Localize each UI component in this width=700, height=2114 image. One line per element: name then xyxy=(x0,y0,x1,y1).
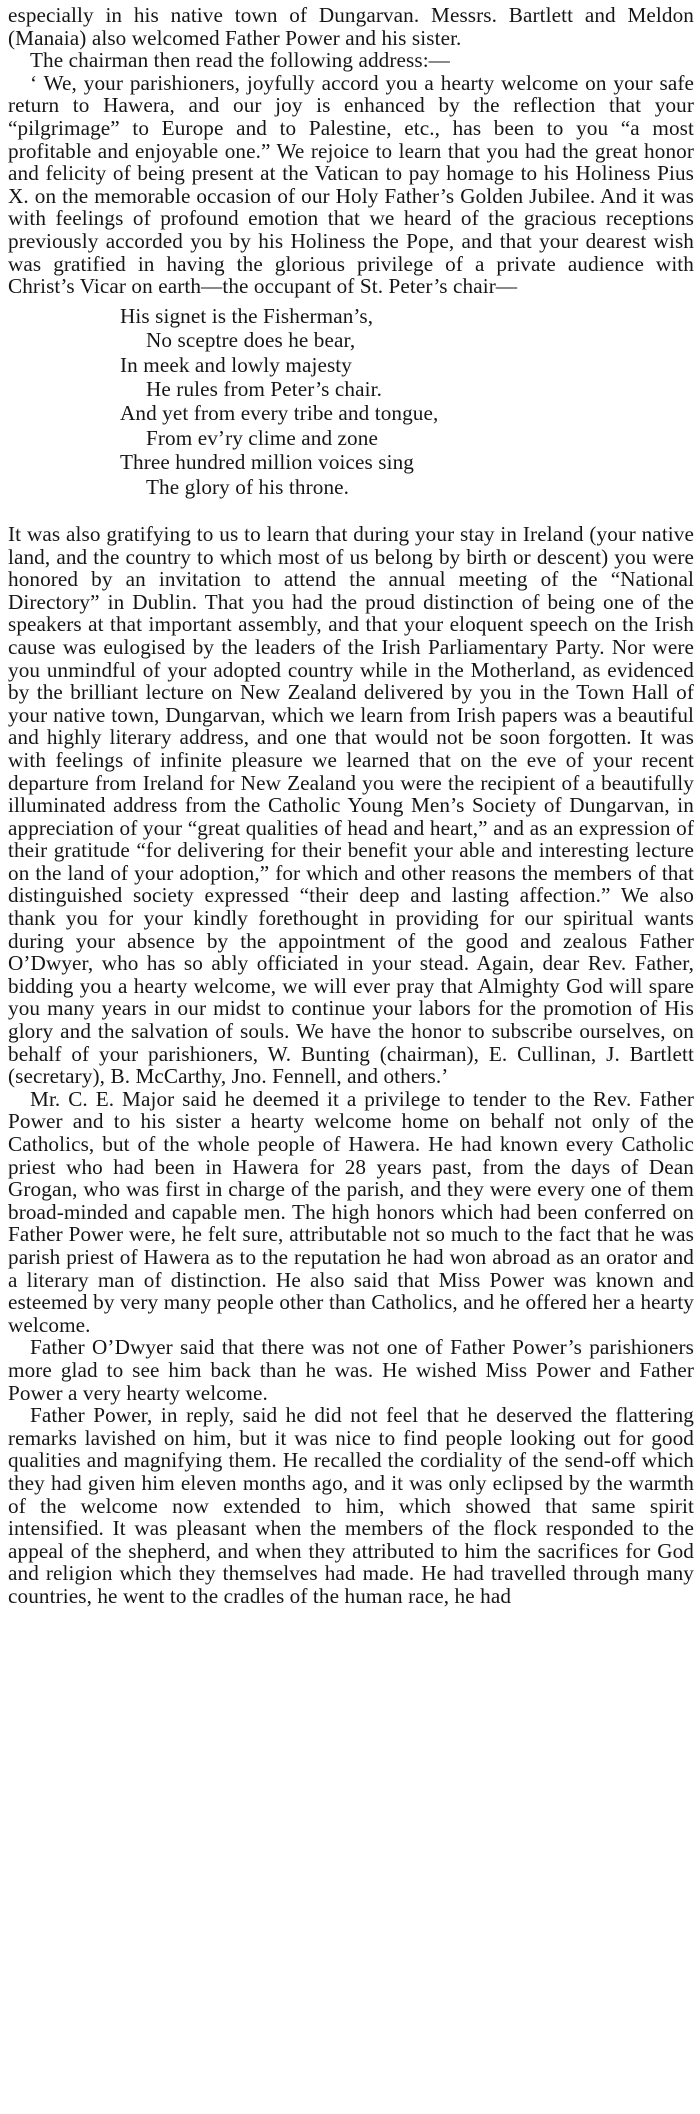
address-paragraph-2: It was also gratifying to us to learn that during your stay in Ireland (your native land, and the country to which most of us belong by birth or descent) you were honored by an invitation to attend the annual meeting of the “National Directory” in Dublin. That you had the proud distinction of being one of the speakers at that important assembly, and that your eloquent speech on the Irish cause was eulogised by the leaders of the Irish Parliamentary Party. Nor were you unmindful of your adopted country while in the Motherland, as evidenced by the brilliant lecture on New Zealand delivered by you in the Town Hall of your native town, Dungarvan, which we learn from Irish papers was a beautiful and highly literary address, and one that would not be soon forgotten. It was with feelings of infinite pleasure we learned that on the eve of your recent departure from Ireland for New Zealand you were the recipient of a beautifully illuminated address from the Catholic Young Men’s Society of Dungarvan, in appreciation of your “great qualities of head and heart,” and as an expression of their gratitude “for delivering for their benefit your able and interesting lecture on the land of your adoption,” for which and other reasons the members of that distinguished society expressed “their deep and lasting affection.” We also thank you for your kindly forethought in providing for our spiritual wants during your absence by the appointment of the good and zealous Father O’Dwyer, who has so ably officiated in your stead. Again, dear Rev. Father, bidding you a hearty welcome, we will ever pray that Almighty God will spare you many years in our midst to continue your labors for the promotion of His glory and the salvation of souls. We have the honor to subscribe ourselves, on behalf of your parishioners, W. Bunting (chairman), E. Cullinan, J. Bartlett (secretary), B. McCarthy, Jno. Fennell, and others.’ xyxy=(8,521,694,1089)
poem-line: He rules from Peter’s chair. xyxy=(146,376,382,401)
poem-line: Three hundred million voices sing xyxy=(120,450,414,475)
poem-line: The glory of his throne. xyxy=(146,474,350,499)
power-reply-paragraph: Father Power, in reply, said he did not feel that he deserved the flattering remarks lavished on him, but it was nice to find people looking out for good qualities and magnifying them. He recalled the cordiality of the send-off which they had given him eleven months ago, and it was only eclipsed by the warmth of the welcome now extended to him, which showed that same spirit intensified. It was pleasant when the members of the flock responded to the appeal of the shepherd, and when they attributed to him the sacrifices for God and religion which they themselves had made. He had travelled through many countries, he went to the cradles of the human race, he had xyxy=(8,1403,694,1608)
poem-line: No sceptre does he bear, xyxy=(146,328,356,353)
poem-line: And yet from every tribe and tongue, xyxy=(120,401,439,426)
poem-verse xyxy=(8,304,694,499)
poem-line: In meek and lowly majesty xyxy=(120,352,352,377)
odwyer-paragraph: Father O’Dwyer said that there was not one of Father Power’s parishioners more glad to see him back than he was. He wished Miss Power and Father Power a very hearty welcome. xyxy=(8,1335,694,1405)
spacer xyxy=(8,507,694,523)
poem-line: His signet is the Fisherman’s, xyxy=(120,303,374,328)
newspaper-column xyxy=(8,4,694,1607)
address-paragraph-1: ‘ We, your parishioners, joyfully accord you a hearty welcome on your safe return to Hawera, and our joy is enhanced by the reflection that your “pilgrimage” to Europe and to Palestine, etc., has been to you “a most profitable and enjoyable one.” We rejoice to learn that you had the great honor and felicity of being present at the Vatican to pay homage to his Holiness Pius X. on the memorable occasion of our Holy Father’s Golden Jubilee. And it was with feelings of profound emotion that we heard of the gracious receptions previously accorded you by his Holiness the Pope, and that your dearest wish was gratified in having the glorious privilege of a private audience with Christ’s Vicar on earth—the occupant of St. Peter’s chair— xyxy=(8,70,694,299)
major-paragraph: Mr. C. E. Major said he deemed it a privilege to tender to the Rev. Father Power and to his sister a hearty welcome home on behalf not only of the Catholics, but of the whole people of Hawera. He had known every Catholic priest who had been in Hawera for 28 years past, from the days of Dean Grogan, who was first in charge of the parish, and they were every one of them broad-minded and capable men. The high honors which had been conferred on Father Power were, he felt sure, attributable not so much to the fact that he was parish priest of Hawera as to the reputation he had won abroad as an orator and a literary man of distinction. He also said that Miss Power was known and esteemed by very many people other than Catholics, and he offered her a hearty welcome. xyxy=(8,1086,694,1337)
address-intro: The chairman then read the following address:— xyxy=(30,48,450,73)
opening-paragraph: especially in his native town of Dungarvan. Messrs. Bartlett and Meldon (Manaia) also welcomed Father Power and his sister. xyxy=(8,3,694,50)
poem-line: From ev’ry clime and zone xyxy=(146,425,378,450)
